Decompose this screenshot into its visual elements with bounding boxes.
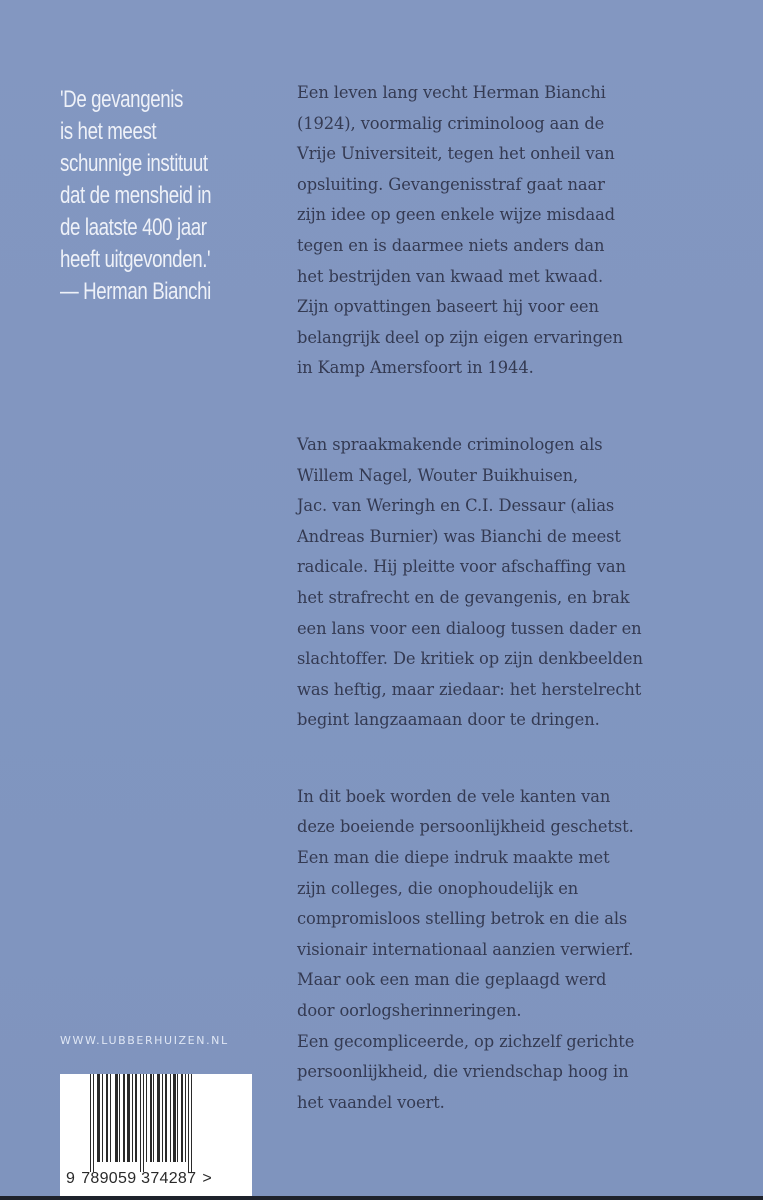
text-line: radicale. Hij pleitte voor afschaffing van <box>297 557 626 577</box>
quote-line: 'De gevangenis <box>60 86 184 113</box>
text-line: tegen en is daarmee niets anders dan <box>297 235 605 255</box>
quote-line: dat de mensheid in <box>60 182 212 209</box>
publisher-url: WWW.LUBBERHUIZEN.NL <box>60 1034 229 1047</box>
text-line: persoonlijkheid, die vriendschap hoog in <box>297 1062 629 1082</box>
text-line: het strafrecht en de gevangenis, en brak <box>297 587 630 607</box>
text-line: het vaandel voert. <box>297 1092 445 1112</box>
text-line: Vrije Universiteit, tegen het onheil van <box>297 144 615 164</box>
text-line: Jac. van Weringh en C.I. Dessaur (alias <box>297 496 615 516</box>
text-line: was heftig, maar ziedaar: het herstelrecht <box>297 679 642 699</box>
barcode-bars <box>90 1074 216 1172</box>
text-line: begint langzaamaan door te dringen. <box>297 710 600 730</box>
text-line: slachtoffer. De kritiek op zijn denkbeelden <box>297 649 643 669</box>
text-line: Een man die diepe indruk maakte met <box>297 848 610 868</box>
isbn-lead-digit: 9 <box>66 1170 76 1187</box>
text-line: Willem Nagel, Wouter Buikhuisen, <box>297 465 579 485</box>
text-line: Andreas Burnier) was Bianchi de meest <box>297 526 621 546</box>
text-line: deze boeiende persoonlijkheid geschetst. <box>297 817 634 837</box>
pull-quote <box>60 84 280 308</box>
blurb-paragraph-3 <box>297 782 737 1119</box>
isbn-barcode <box>60 1074 252 1196</box>
text-line: (1924), voormalig criminoloog aan de <box>297 113 605 133</box>
blurb-paragraph-1 <box>297 78 737 384</box>
text-line: Een gecompliceerde, op zichzelf gerichte <box>297 1031 635 1051</box>
quote-attribution: — Herman Bianchi <box>60 278 211 305</box>
text-line: zijn colleges, die onophoudelijk en <box>297 878 579 898</box>
quote-line: is het meest <box>60 118 157 145</box>
text-line: zijn idee op geen enkele wijze misdaad <box>297 205 616 225</box>
text-line: een lans voor een dialoog tussen dader en <box>297 618 642 638</box>
isbn-digits: 789059 374287 <box>81 1170 197 1187</box>
isbn-number <box>66 1170 212 1188</box>
text-line: compromisloos stelling betrok en die als <box>297 909 628 929</box>
text-line: In dit boek worden de vele kanten van <box>297 786 611 806</box>
text-line: opsluiting. Gevangenisstraf gaat naar <box>297 174 605 194</box>
quote-line: schunnige instituut <box>60 150 208 177</box>
text-line: het bestrijden van kwaad met kwaad. <box>297 266 604 286</box>
quote-line: de laatste 400 jaar <box>60 214 207 241</box>
text-line: door oorlogsherinneringen. <box>297 1001 522 1021</box>
text-line: Maar ook een man die geplaagd werd <box>297 970 607 990</box>
quiet-zone-arrow-icon: > <box>202 1170 212 1187</box>
quote-line: heeft uitgevonden.' <box>60 246 211 273</box>
text-line: Zijn opvattingen baseert hij voor een <box>297 297 599 317</box>
text-line: belangrijk deel op zijn eigen ervaringen <box>297 327 623 347</box>
blurb-paragraph-2 <box>297 430 737 736</box>
text-line: visionair internationaal aanzien verwierf. <box>297 939 634 959</box>
text-line: Een leven lang vecht Herman Bianchi <box>297 83 606 102</box>
blurb-text <box>297 78 737 1164</box>
text-line: in Kamp Amersfoort in 1944. <box>297 358 534 378</box>
text-line: Van spraakmakende criminologen als <box>297 434 603 454</box>
bottom-edge-shadow <box>0 1196 763 1200</box>
